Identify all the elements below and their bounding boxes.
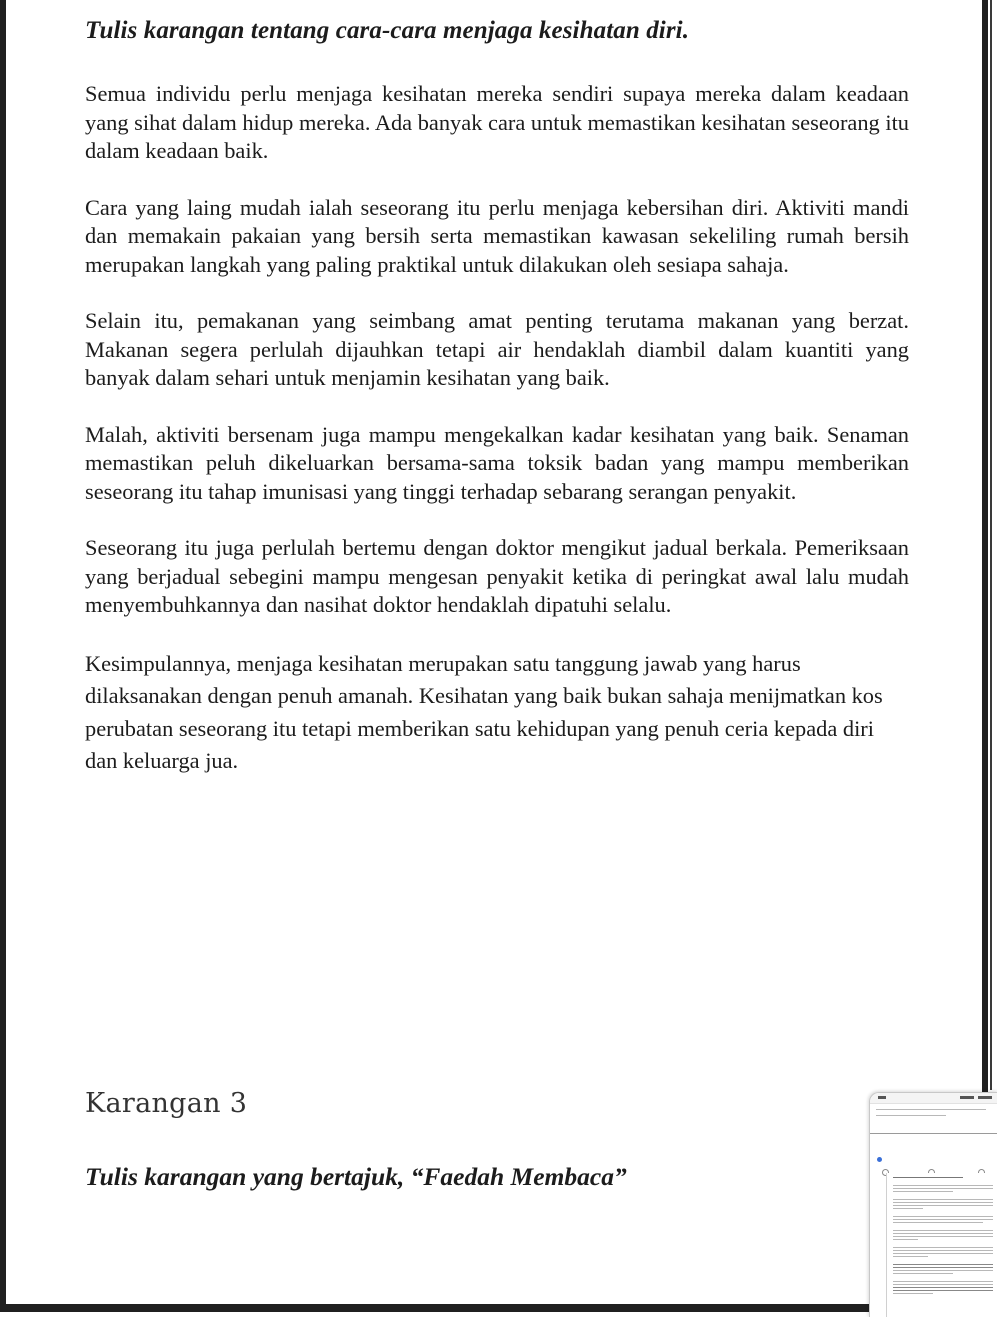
essay-paragraph-5: Seseorang itu juga perlulah bertemu dengan doktor mengikut jadual berkala. Pemeriksaan yang berjadual sebegini mampu mengesan penyakit ketika di peringkat awal lalu mudah menyembuhkannya dan nasihat doktor hendaklah dipatuhi selalu. xyxy=(85,535,909,617)
thumbnail-reaction-icon xyxy=(877,1157,882,1162)
thumbnail-text-line xyxy=(876,1109,986,1110)
section-title: Tulis karangan yang bertajuk, “Faedah Membaca” xyxy=(85,1162,627,1191)
page-border-bottom xyxy=(0,1304,990,1312)
section-label: Karangan 3 xyxy=(85,1088,248,1119)
essay-paragraph-2: Cara yang laing mudah ialah seseorang itu perlu menjaga kebersihan diri. Aktiviti mandi dan memakain pakaian yang bersih serta memastikan kawasan sekeliling rumah bersih merupakan langkah yang paling praktikal untuk dilakukan oleh sesiapa sahaja. xyxy=(85,194,909,277)
essay-paragraph-intro: Semua individu perlu menjaga kesihatan mereka sendiri supaya mereka dalam keadaan yang sihat dalam hidup mereka. Ada banyak cara untuk memastikan kesihatan seseorang itu dalam keadaan baik. xyxy=(85,81,909,163)
thumbnail-status-bar xyxy=(870,1093,997,1104)
thumbnail-text-line xyxy=(876,1115,946,1116)
thumbnail-document-preview xyxy=(886,1173,997,1317)
screenshot-thumbnail[interactable] xyxy=(869,1092,997,1317)
page-border-left xyxy=(0,0,6,1312)
essay-paragraph-4: Malah, aktiviti bersenam juga mampu mengekalkan kadar kesihatan yang baik. Senaman memastikan peluh dikeluarkan bersama-sama toksik badan yang mampu memberikan seseorang itu tahap imunisasi yang tinggi terhadap sebarang serangan penyakit. xyxy=(85,421,909,504)
essay-content xyxy=(85,16,909,806)
essay-paragraph-conclusion: Kesimpulannya, menjaga kesihatan merupakan satu tanggung jawab yang harus dilaksanakan dengan penuh amanah. Kesihatan yang baik bukan sahaja menijmatkan kos perubatan seseorang itu tetapi memberikan satu kehidupan yang penuh ceria kepada diri dan keluarga jua. xyxy=(85,650,883,773)
thumbnail-divider xyxy=(870,1133,997,1134)
essay-paragraph-3: Selain itu, pemakanan yang seimbang amat penting terutama makanan yang berzat. Makanan segera perlulah dijauhkan tetapi air hendaklah diambil dalam kuantiti yang banyak dalam sehari untuk menjamin kesihatan yang baik. xyxy=(85,308,909,390)
essay-title: Tulis karangan tentang cara-cara menjaga kesihatan diri. xyxy=(85,17,690,44)
page-border-right-outer xyxy=(990,0,992,1090)
